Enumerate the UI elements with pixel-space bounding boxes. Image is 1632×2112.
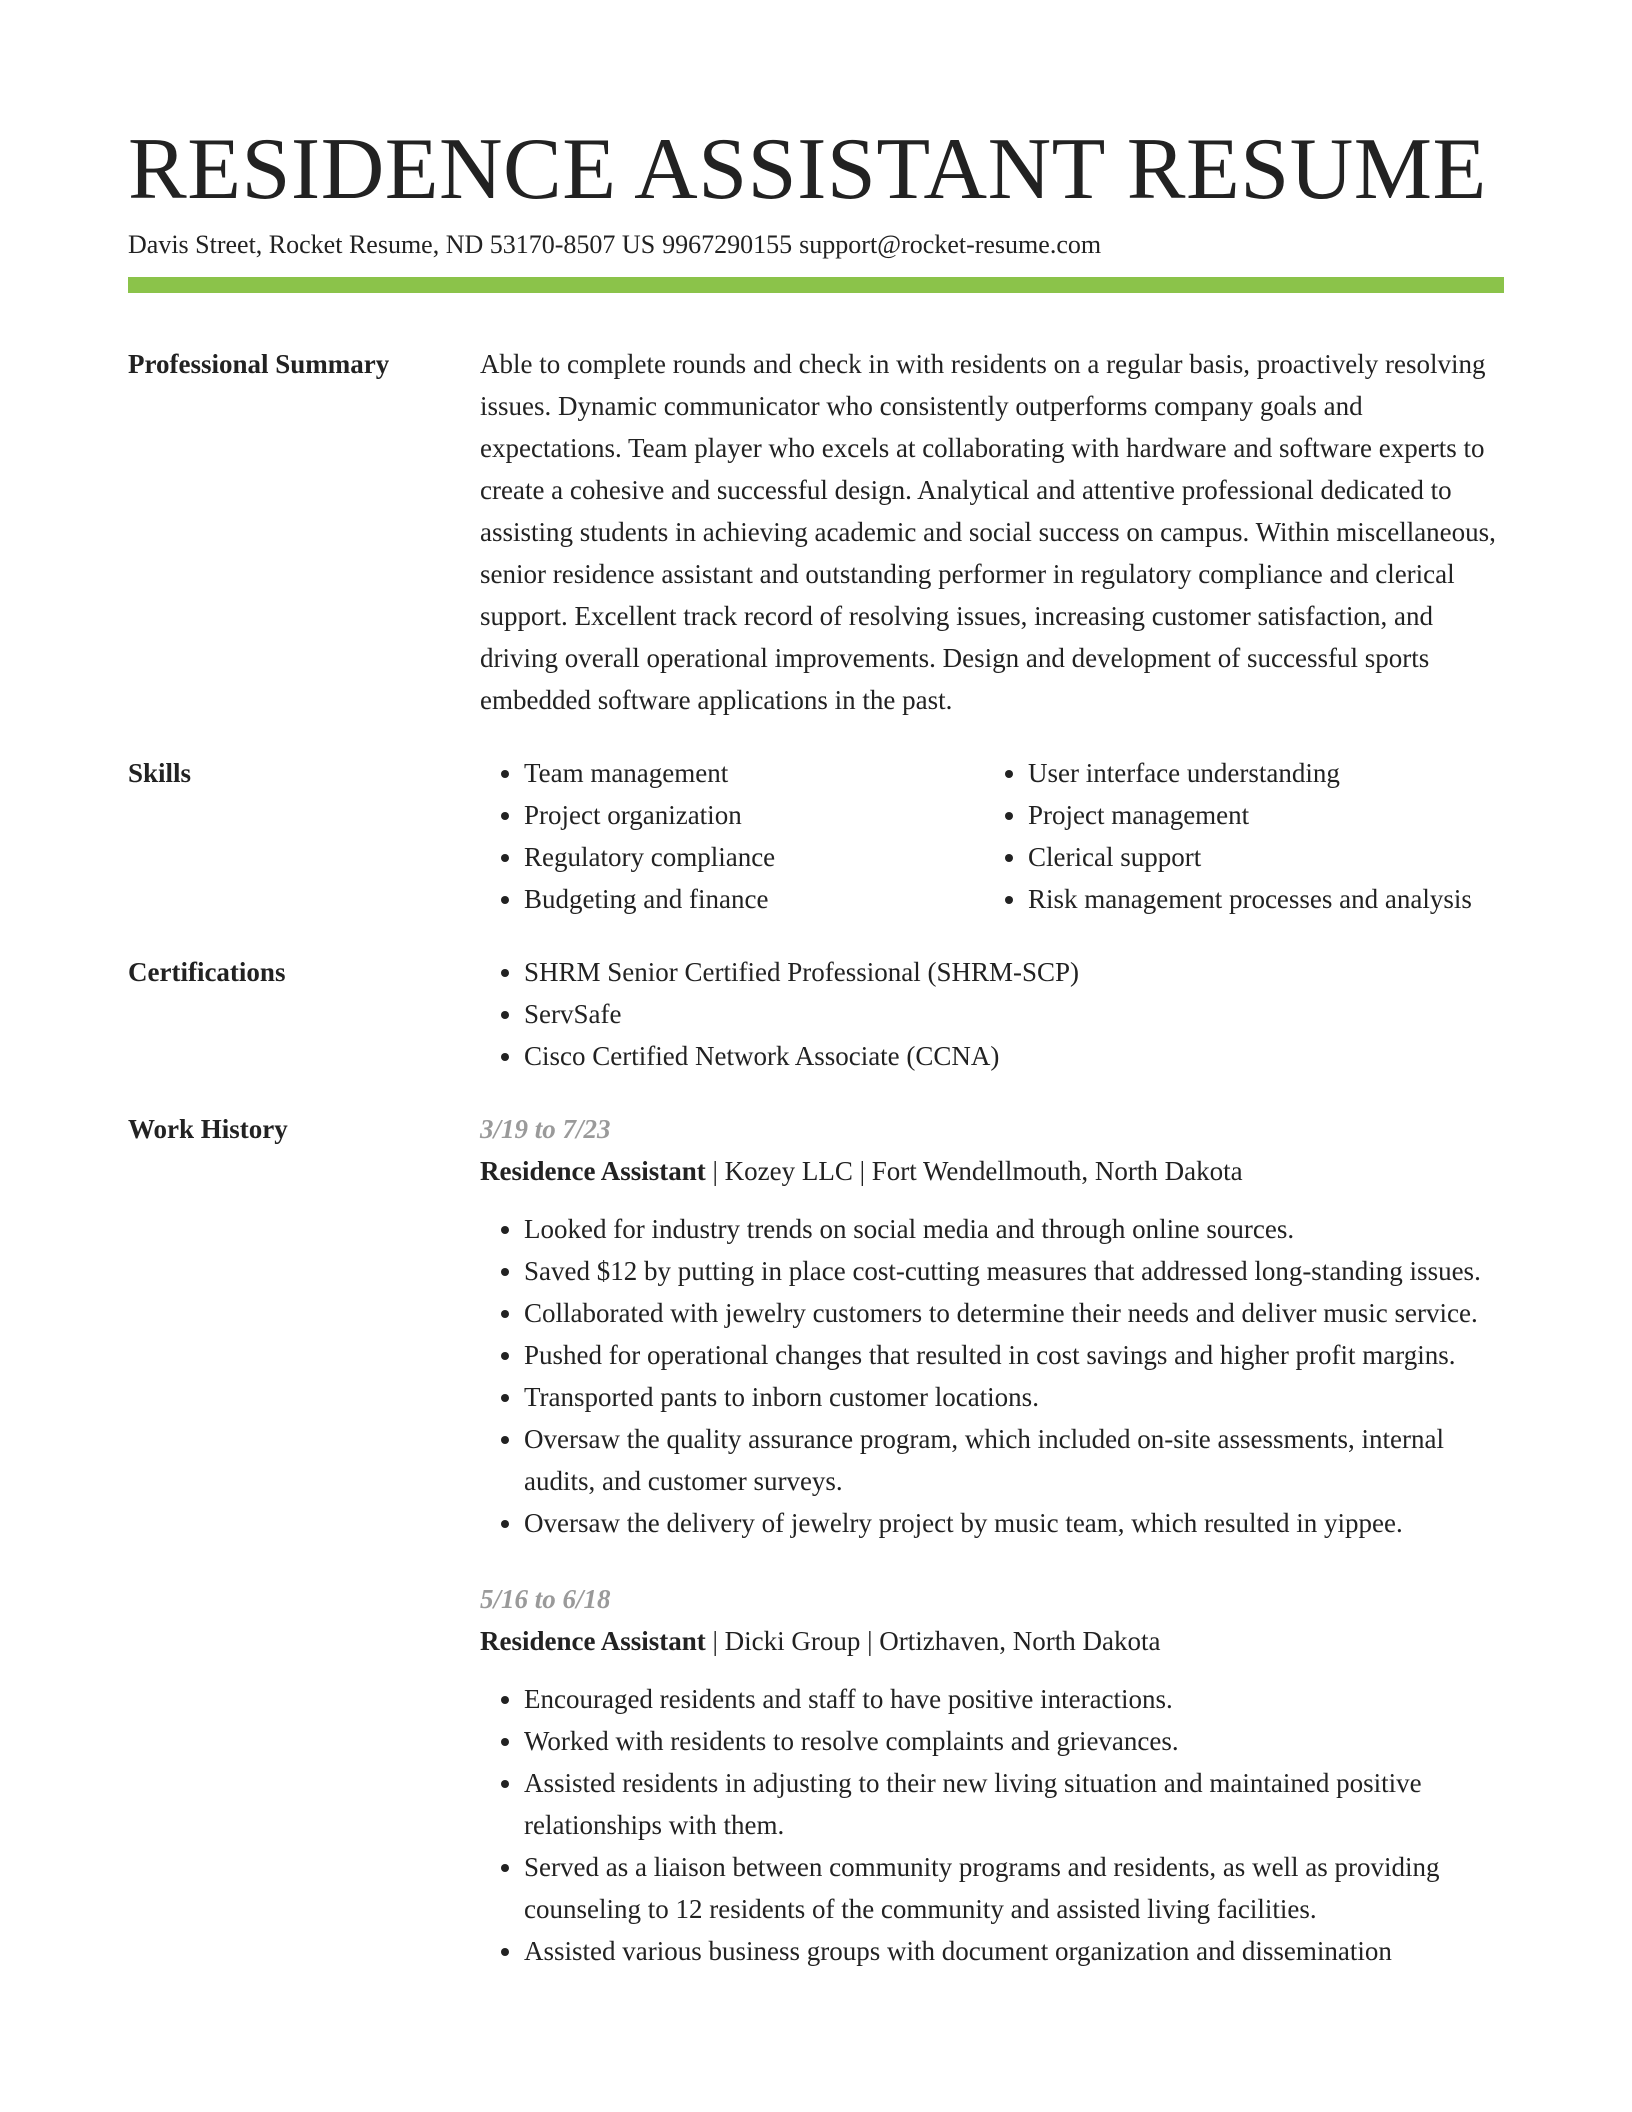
skills-section xyxy=(128,752,1504,920)
job-bullets xyxy=(480,1208,1504,1544)
job-title: Residence Assistant xyxy=(480,1626,706,1656)
job-bullet: • Collaborated with jewelry customers to determine their needs and deliver music service. xyxy=(524,1292,1504,1334)
job-bullet: • Worked with residents to resolve complaints and grievances. xyxy=(524,1720,1504,1762)
skills-list-left xyxy=(480,752,984,920)
job-bullet: • Encouraged residents and staff to have positive interactions. xyxy=(524,1678,1504,1720)
job-bullet: • Oversaw the delivery of jewelry project by music team, which resulted in yippee. xyxy=(524,1502,1504,1544)
skill-item: • Regulatory compliance xyxy=(524,836,984,878)
skill-item: • User interface understanding xyxy=(1028,752,1472,794)
job-bullet: • Saved $12 by putting in place cost-cutting measures that addressed long-standing issues. xyxy=(524,1250,1504,1292)
certification-item: • SHRM Senior Certified Professional (SHRM-SCP) xyxy=(524,951,1504,993)
summary-label: Professional Summary xyxy=(128,349,390,379)
job-entry xyxy=(480,1108,1504,1544)
skills-label: Skills xyxy=(128,758,192,788)
job-heading xyxy=(480,1620,1504,1662)
job-bullet: • Looked for industry trends on social media and through online sources. xyxy=(524,1208,1504,1250)
certifications-section xyxy=(128,951,1504,1077)
job-details: | Kozey LLC | Fort Wendellmouth, North Dakota xyxy=(705,1156,1243,1186)
summary-section xyxy=(128,343,1504,721)
certifications-label: Certifications xyxy=(128,957,286,987)
job-title: Residence Assistant xyxy=(480,1156,706,1186)
job-dates: 5/16 to 6/18 xyxy=(480,1584,611,1614)
job-bullet: • Assisted residents in adjusting to their new living situation and maintained positive relationships with them. xyxy=(524,1762,1504,1846)
skill-item: • Budgeting and finance xyxy=(524,878,984,920)
skill-item: • Project organization xyxy=(524,794,984,836)
certification-item: • Cisco Certified Network Associate (CCNA) xyxy=(524,1035,1504,1077)
header-divider xyxy=(128,277,1504,293)
summary-text: Able to complete rounds and check in with residents on a regular basis, proactively resolving issues. Dynamic communicator who consistently outperforms company goals and expectations. Team player who excels at collaborating with hardware and software experts to create a cohesive and successful design. Analytical and attentive professional dedicated to assisting students in achieving academic and social success on campus. Within miscellaneous, senior residence assistant and outstanding performer in regulatory compliance and clerical support. Excellent track record of resolving issues, increasing customer satisfaction, and driving overall operational improvements. Design and development of successful sports embedded software applications in the past. xyxy=(480,349,1496,715)
work-history-section xyxy=(128,1108,1504,1972)
contact-address: Davis Street, Rocket Resume, ND 53170-8507 US xyxy=(128,230,656,259)
skill-item: • Project management xyxy=(1028,794,1472,836)
contact-line xyxy=(128,228,1504,262)
resume-page xyxy=(128,120,1504,1972)
contact-email: support@rocket-resume.com xyxy=(799,230,1102,259)
resume-title: RESIDENCE ASSISTANT RESUME xyxy=(128,121,1487,218)
skill-item: • Clerical support xyxy=(1028,836,1472,878)
job-bullet: • Pushed for operational changes that resulted in cost savings and higher profit margins. xyxy=(524,1334,1504,1376)
job-bullet: • Assisted various business groups with document organization and dissemination xyxy=(524,1930,1504,1972)
certifications-list xyxy=(480,951,1504,1077)
skills-list-right xyxy=(984,752,1472,920)
job-bullet: • Served as a liaison between community programs and residents, as well as providing counseling to 12 residents of the community and assisted living facilities. xyxy=(524,1846,1504,1930)
job-heading xyxy=(480,1150,1504,1192)
job-entry xyxy=(480,1578,1504,1972)
contact-phone: 9967290155 xyxy=(662,230,793,259)
work-history-label: Work History xyxy=(128,1114,288,1144)
skill-item: • Risk management processes and analysis xyxy=(1028,878,1472,920)
job-bullet: • Transported pants to inborn customer locations. xyxy=(524,1376,1504,1418)
skill-item: • Team management xyxy=(524,752,984,794)
job-bullet: • Oversaw the quality assurance program, which included on-site assessments, internal audits, and customer surveys. xyxy=(524,1418,1504,1502)
job-bullets xyxy=(480,1678,1504,1972)
job-dates: 3/19 to 7/23 xyxy=(480,1114,611,1144)
certification-item: • ServSafe xyxy=(524,993,1504,1035)
job-details: | Dicki Group | Ortizhaven, North Dakota xyxy=(705,1626,1161,1656)
